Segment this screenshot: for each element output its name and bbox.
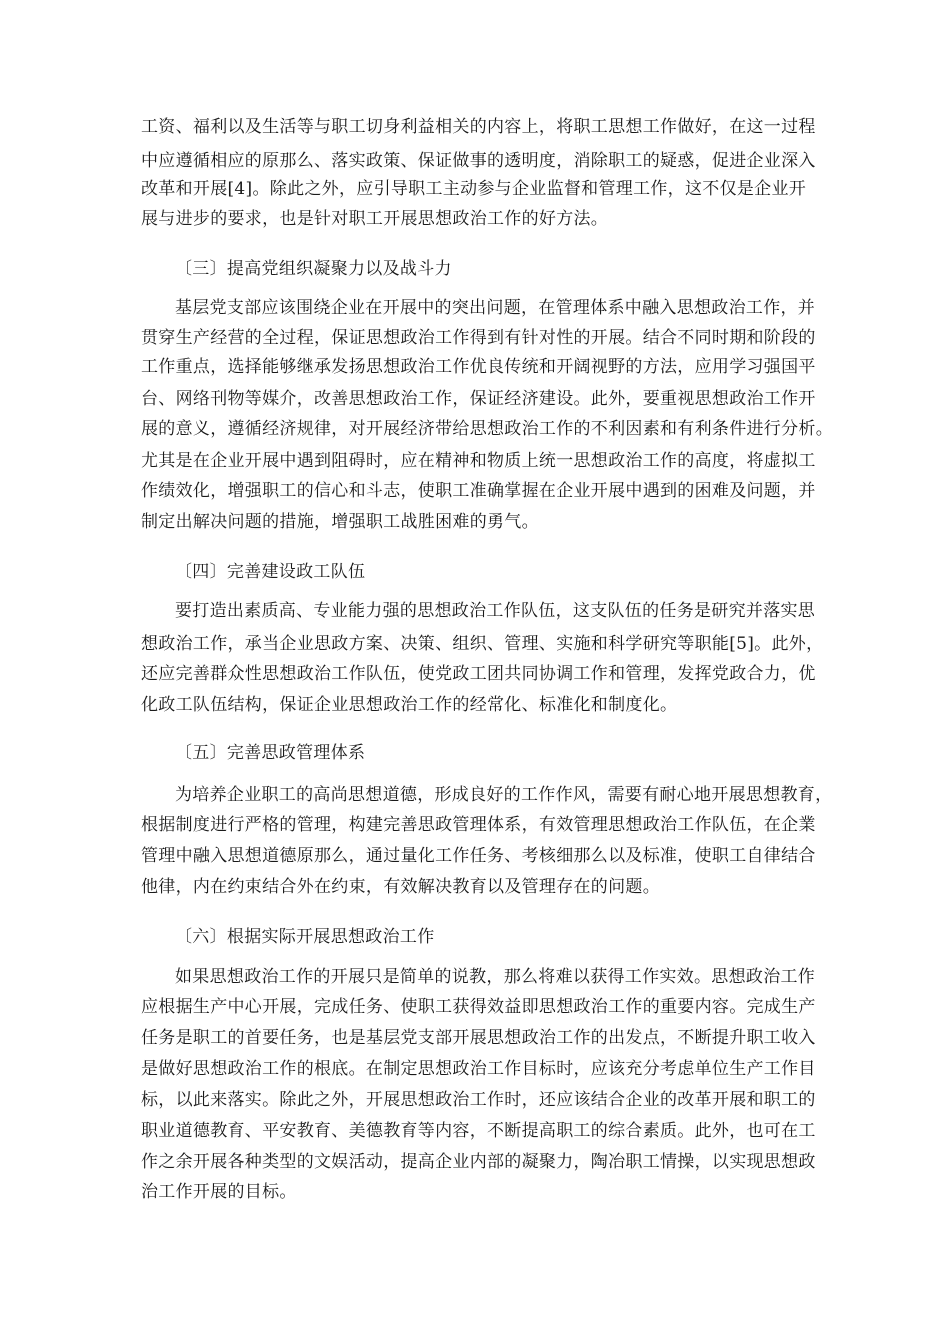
paragraph-line: 根据制度进行严格的管理，构建完善思政管理体系，有效管理思想政治工作队伍，在企業 — [141, 815, 816, 835]
paragraph-line: 基层党支部应该围绕企业在开展中的突出问题，在管理体系中融入思想政治工作，并 — [175, 298, 816, 318]
section-heading: 〔三〕提高党组织凝聚力以及战斗力 — [175, 259, 452, 279]
paragraph-line: 制定出解决问题的措施，增强职工战胜困难的勇气。 — [141, 512, 539, 532]
paragraph-line: 管理中融入思想道德原那么，通过量化工作任务、考核细那么以及标准，使职工自律结合 — [141, 846, 816, 866]
paragraph-line: 台、网络刊物等媒介，改善思想政治工作，保证经济建设。此外，要重视思想政治工作开 — [141, 389, 816, 409]
paragraph-line: 如果思想政治工作的开展只是简单的说教，那么将难以获得工作实效。思想政治工作 — [175, 967, 816, 987]
paragraph-line: 要打造出素质高、专业能力强的思想政治工作队伍，这支队伍的任务是研究并落实思 — [175, 601, 816, 621]
paragraph-line: 作之余开展各种类型的文娱活动，提高企业内部的凝聚力，陶冶职工情操，以实现思想政 — [141, 1152, 816, 1172]
paragraph-line: 标，以此来落实。除此之外，开展思想政治工作时，还应该结合企业的改革开展和职工的 — [141, 1090, 816, 1110]
paragraph-line: 作绩效化，增强职工的信心和斗志，使职工准确掌握在企业开展中遇到的困难及问题，并 — [141, 481, 816, 501]
paragraph-line: 展的意义，遵循经济规律，对开展经济带给思想政治工作的不利因素和有利条件进行分析。 — [141, 419, 833, 439]
paragraph-line: 职业道德教育、平安教育、美德教育等内容，不断提高职工的综合素质。此外，也可在工 — [141, 1121, 816, 1141]
paragraph-line: 展与进步的要求，也是针对职工开展思想政治工作的好方法。 — [141, 209, 609, 229]
paragraph-line: 改革和开展[4]。除此之外，应引导职工主动参与企业监督和管理工作，这不仅是企业开 — [141, 179, 807, 199]
paragraph-line: 为培养企业职工的高尚思想道德，形成良好的工作作风，需要有耐心地开展思想教育， — [175, 785, 833, 805]
section-heading: 〔四〕完善建设政工队伍 — [175, 562, 366, 582]
section-heading: 〔五〕完善思政管理体系 — [175, 743, 366, 763]
paragraph-line: 工作重点，选择能够继承发扬思想政治工作优良传统和开阔视野的方法，应用学习强国平 — [141, 357, 816, 377]
paragraph-line: 治工作开展的目标。 — [141, 1182, 297, 1202]
paragraph-line: 他律，内在约束结合外在约束，有效解决教育以及管理存在的问题。 — [141, 877, 660, 897]
paragraph-line: 任务是职工的首要任务，也是基层党支部开展思想政治工作的出发点，不断提升职工收入 — [141, 1028, 816, 1048]
paragraph-line: 尤其是在企业开展中遇到阻碍时，应在精神和物质上统一思想政治工作的高度，将虚拟工 — [141, 451, 816, 471]
paragraph-line: 化政工队伍结构，保证企业思想政治工作的经常化、标准化和制度化。 — [141, 695, 678, 715]
paragraph-line: 工资、福利以及生活等与职工切身利益相关的内容上，将职工思想工作做好，在这一过程 — [141, 117, 816, 137]
paragraph-line: 中应遵循相应的原那么、落实政策、保证做事的透明度，消除职工的疑惑，促进企业深入 — [141, 151, 816, 171]
section-heading: 〔六〕根据实际开展思想政治工作 — [175, 927, 435, 947]
paragraph-line: 想政治工作，承当企业思政方案、决策、组织、管理、实施和科学研究等职能[5]。此外， — [141, 634, 824, 654]
paragraph-line: 贯穿生产经营的全过程，保证思想政治工作得到有针对性的开展。结合不同时期和阶段的 — [141, 328, 816, 348]
paragraph-line: 是做好思想政治工作的根底。在制定思想政治工作目标时，应该充分考虑单位生产工作目 — [141, 1059, 816, 1079]
paragraph-line: 还应完善群众性思想政治工作队伍，使党政工团共同协调工作和管理，发挥党政合力，优 — [141, 664, 816, 684]
paragraph-line: 应根据生产中心开展，完成任务、使职工获得效益即思想政治工作的重要内容。完成生产 — [141, 997, 816, 1017]
